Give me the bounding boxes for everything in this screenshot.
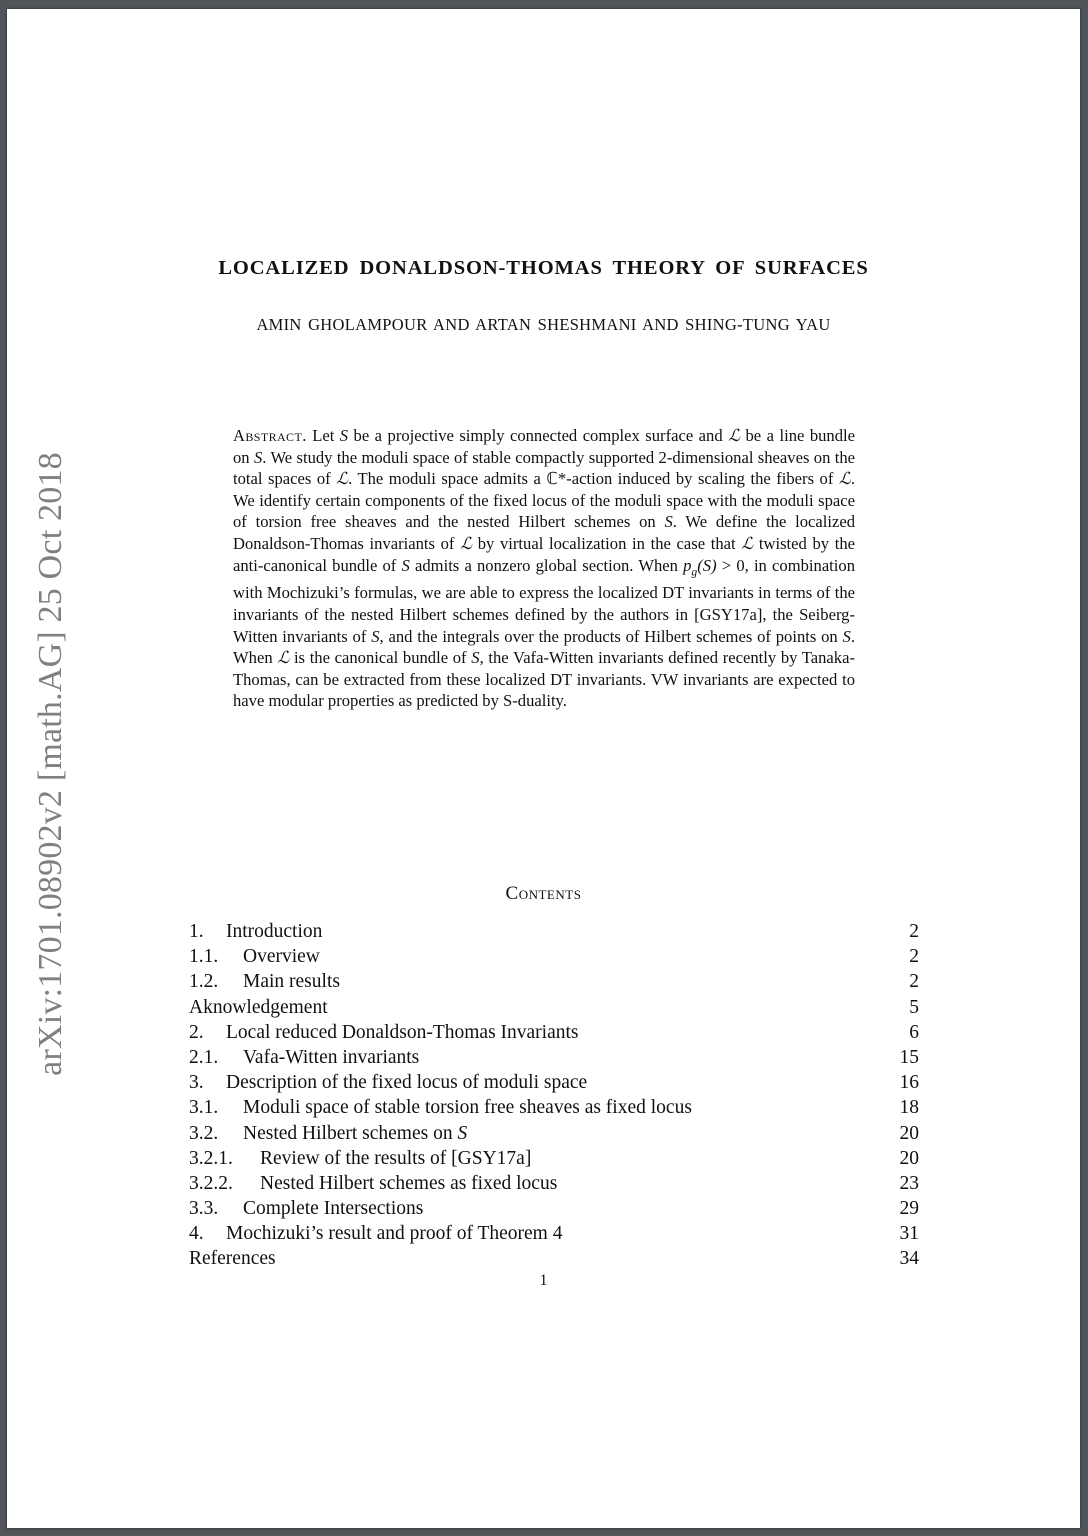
toc-page-number: 20: [899, 1122, 919, 1144]
toc-section-label: Vafa-Witten invariants: [243, 1046, 420, 1068]
abstract-text: Let S be a projective simply connected complex surface and ℒ be a line bundle on S. We study the moduli space of stable compactly supported 2-dimensional sheaves on the total spaces of ℒ. The moduli space admits a ℂ*-action induced by scaling the fibers of ℒ. We identify certain components of the fixed locus of the moduli space with the moduli space of torsion free sheaves and the nested Hilbert schemes on S. We define the localized Donaldson-Thomas invariants of ℒ by virtual localization in the case that ℒ twisted by the anti-canonical bundle of S admits a nonzero global section. When $p_g(S) > 0$, in combination with Mochizuki’s formulas, we are able to express the localized DT invariants in terms of the invariants of the nested Hilbert schemes defined by the authors in [GSY17a], the Seiberg-Witten invariants of S, and the integrals over the products of Hilbert schemes of points on S. When ℒ is the canonical bundle of S, the Vafa-Witten invariants defined recently by Tanaka-Thomas, can be extracted from these localized DT invariants. VW invariants are expected to have modular properties as predicted by S-duality.: [233, 426, 855, 711]
toc-entry[interactable]: [189, 1171, 919, 1196]
toc-page-number: 20: [899, 1147, 919, 1169]
toc-section-label: Review of the results of [GSY17a]: [260, 1147, 532, 1169]
toc-page-number: 6: [909, 1021, 919, 1043]
toc-entry[interactable]: [189, 1121, 919, 1146]
toc-entry[interactable]: [189, 1045, 919, 1070]
toc-page-number: 5: [909, 996, 919, 1018]
toc-page-number: 31: [899, 1223, 919, 1245]
toc-entry-title: [189, 1095, 692, 1120]
toc-entry[interactable]: [189, 919, 919, 944]
toc-page-number: 29: [899, 1198, 919, 1220]
toc-entry[interactable]: [189, 944, 919, 969]
table-of-contents: [189, 919, 919, 1272]
toc-page-number: 2: [909, 921, 919, 942]
toc-section-label: Mochizuki’s result and proof of Theorem 4: [226, 1223, 563, 1245]
toc-entry-title: [189, 1070, 587, 1095]
abstract: [233, 425, 855, 712]
document-page: [7, 9, 1080, 1528]
toc-entry-title: [189, 1246, 276, 1271]
toc-section-number: 1.2.: [189, 971, 219, 993]
toc-section-label: Description of the fixed locus of moduli space: [226, 1072, 588, 1094]
toc-section-label: Aknowledgement: [189, 996, 328, 1018]
toc-entry-title: [189, 1221, 562, 1246]
toc-entry[interactable]: [189, 1095, 919, 1120]
toc-section-number: 2.: [189, 1021, 204, 1043]
toc-entry-title: [189, 944, 320, 969]
toc-entry-title: [189, 1171, 557, 1196]
toc-section-number: 3.1.: [189, 1097, 219, 1119]
toc-section-label: Local reduced Donaldson-Thomas Invariants: [226, 1021, 579, 1043]
toc-page-number: 16: [899, 1072, 919, 1094]
toc-entry[interactable]: [189, 969, 919, 994]
toc-entry-title: [189, 1121, 467, 1146]
toc-entry-title: [189, 1045, 419, 1070]
toc-section-label: Overview: [243, 946, 320, 968]
toc-entry-title: [189, 995, 328, 1020]
toc-page-number: 23: [899, 1172, 919, 1194]
toc-section-number: 4.: [189, 1223, 204, 1245]
page-number: 1: [539, 1272, 548, 1289]
toc-page-number: 15: [899, 1046, 919, 1068]
toc-section-number: 2.1.: [189, 1046, 219, 1068]
toc-entry-title: [189, 1196, 423, 1221]
toc-section-number: 3.2.1.: [189, 1147, 233, 1169]
toc-section-label: Nested Hilbert schemes on S: [243, 1122, 468, 1144]
toc-section-label: Main results: [243, 971, 340, 993]
toc-page-number: 2: [909, 946, 919, 968]
paper-title: LOCALIZED DONALDSON-THOMAS THEORY OF SURFACES: [218, 257, 869, 279]
toc-section-label: References: [189, 1248, 276, 1270]
toc-entry[interactable]: [189, 1221, 919, 1246]
abstract-label: Abstract.: [233, 426, 307, 445]
toc-entry-title: [189, 1020, 579, 1045]
toc-section-label: Nested Hilbert schemes as fixed locus: [260, 1172, 558, 1194]
toc-page-number: 34: [899, 1248, 919, 1270]
toc-entry-title: [189, 919, 322, 944]
toc-entry-title: [189, 969, 340, 994]
toc-section-number: 3.2.2.: [189, 1172, 233, 1194]
toc-section-number: 1.1.: [189, 946, 219, 968]
toc-section-number: 3.: [189, 1072, 204, 1094]
toc-section-label: Complete Intersections: [243, 1198, 424, 1220]
toc-section-label: Moduli space of stable torsion free sheaves as fixed locus: [243, 1097, 692, 1119]
toc-section-number: 3.2.: [189, 1122, 219, 1144]
toc-entry[interactable]: [189, 1146, 919, 1171]
toc-entry[interactable]: [189, 1246, 919, 1271]
toc-section-number: 1.: [189, 921, 204, 942]
paper-authors: AMIN GHOLAMPOUR AND ARTAN SHESHMANI AND SHING-TUNG YAU: [256, 315, 831, 334]
toc-section-number: 3.3.: [189, 1198, 219, 1220]
toc-entry[interactable]: [189, 1196, 919, 1221]
arxiv-identifier-stamp: arXiv:1701.08902v2 [math.AG] 25 Oct 2018: [32, 452, 69, 1076]
toc-section-label: Introduction: [226, 921, 323, 942]
toc-page-number: 2: [909, 971, 919, 993]
toc-entry[interactable]: [189, 995, 919, 1020]
toc-entry[interactable]: [189, 1020, 919, 1045]
contents-heading: Contents: [505, 883, 582, 904]
toc-page-number: 18: [899, 1097, 919, 1119]
toc-entry-title: [189, 1146, 531, 1171]
toc-entry[interactable]: [189, 1070, 919, 1095]
